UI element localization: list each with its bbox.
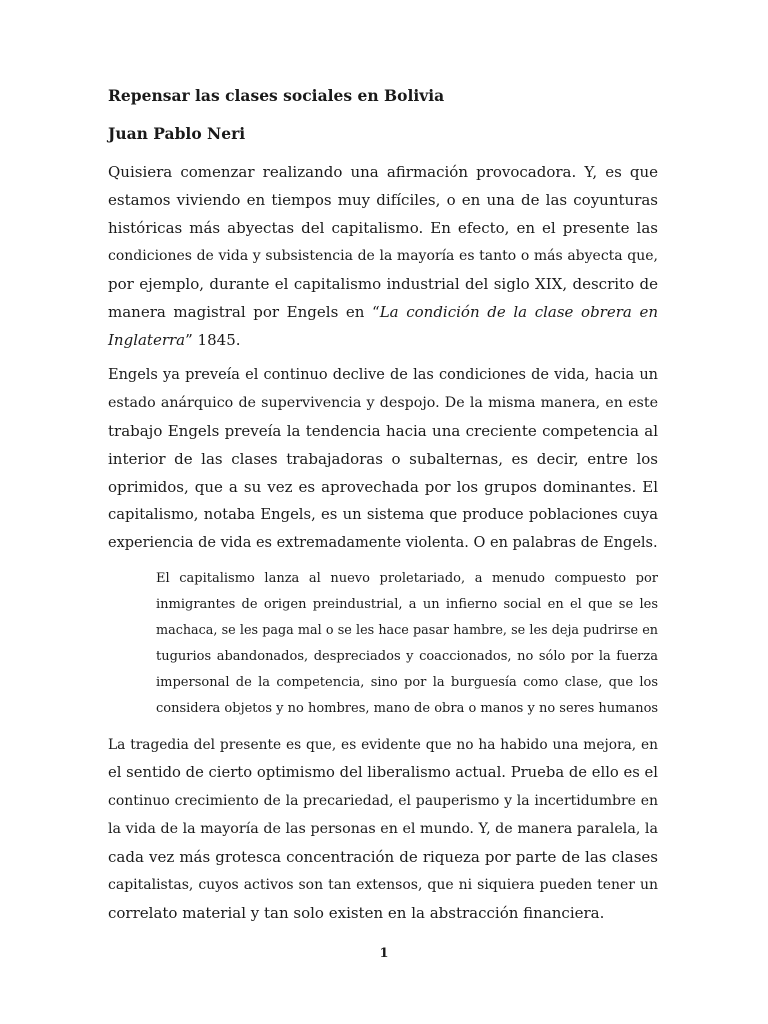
- document-author: Juan Pablo Neri: [108, 124, 246, 143]
- paragraph-line: por ejemplo, durante el capitalismo industrial del siglo XIX, descrito de: [108, 275, 658, 293]
- paragraph-line: oprimidos, que a su vez es aprovechada por los grupos dominantes. El: [108, 478, 658, 496]
- paragraph-3: [108, 731, 658, 927]
- paragraph-line: capitalistas, cuyos activos son tan extensos, que ni siquiera pueden tener un: [108, 877, 658, 893]
- paragraph-line: estado anárquico de supervivencia y despojo. De la misma manera, en este: [108, 395, 658, 411]
- book-title-part-1: La condición de la clase obrera en: [379, 303, 658, 321]
- citation-prefix: manera magistral por Engels en “: [108, 303, 380, 321]
- paragraph-line: Engels ya preveía el continuo declive de las condiciones de vida, hacia un: [108, 367, 658, 383]
- quote-line: El capitalismo lanza al nuevo proletariado, a menudo compuesto por: [156, 571, 658, 586]
- paragraph-line: condiciones de vida y subsistencia de la mayoría es tanto o más abyecta que,: [108, 248, 658, 264]
- citation-suffix: ” 1845.: [185, 331, 241, 349]
- paragraph-line: históricas más abyectas del capitalismo. En efecto, en el presente las: [108, 219, 658, 237]
- paragraph-line: correlato material y tan solo existen en la abstracción financiera.: [108, 904, 605, 922]
- paragraph-line: continuo crecimiento de la precariedad, el pauperismo y la incertidumbre en: [108, 793, 658, 809]
- block-quote: [156, 566, 658, 722]
- paragraph-line: La tragedia del presente es que, es evidente que no ha habido una mejora, en: [108, 737, 658, 753]
- quote-line: considera objetos y no hombres, mano de obra o manos y no seres humanos: [156, 701, 659, 716]
- book-title-part-2: Inglaterra: [108, 331, 186, 349]
- paragraph-line: estamos viviendo en tiempos muy difíciles, o en una de las coyunturas: [108, 191, 658, 209]
- quote-line: machaca, se les paga mal o se les hace pasar hambre, se les deja pudrirse en: [156, 623, 658, 638]
- paragraph-line: cada vez más grotesca concentración de riqueza por parte de las clases: [108, 848, 658, 866]
- paragraph-1: [108, 158, 658, 354]
- paragraph-line: experiencia de vida es extremadamente violenta. O en palabras de Engels.: [108, 535, 658, 551]
- paragraph-line-with-citation-end: [108, 326, 658, 354]
- quote-line: tugurios abandonados, despreciados y coaccionados, no sólo por la fuerza: [156, 649, 658, 664]
- paragraph-line-with-citation: [108, 298, 658, 326]
- document-title: Repensar las clases sociales en Bolivia: [108, 86, 445, 105]
- paragraph-line: el sentido de cierto optimismo del liberalismo actual. Prueba de ello es el: [108, 764, 658, 781]
- paragraph-2: [108, 361, 658, 557]
- paragraph-line: interior de las clases trabajadoras o subalternas, es decir, entre los: [108, 450, 658, 468]
- quote-line: impersonal de la competencia, sino por la burguesía como clase, que los: [156, 675, 658, 690]
- page-number: 1: [379, 946, 389, 961]
- paragraph-line: la vida de la mayoría de las personas en el mundo. Y, de manera paralela, la: [108, 821, 658, 837]
- paragraph-line: capitalismo, notaba Engels, es un sistema que produce poblaciones cuya: [108, 506, 658, 523]
- paragraph-line: Quisiera comenzar realizando una afirmación provocadora. Y, es que: [108, 163, 658, 181]
- paragraph-line: trabajo Engels preveía la tendencia hacia una creciente competencia al: [108, 422, 658, 440]
- quote-line: inmigrantes de origen preindustrial, a un infierno social en el que se les: [156, 597, 658, 612]
